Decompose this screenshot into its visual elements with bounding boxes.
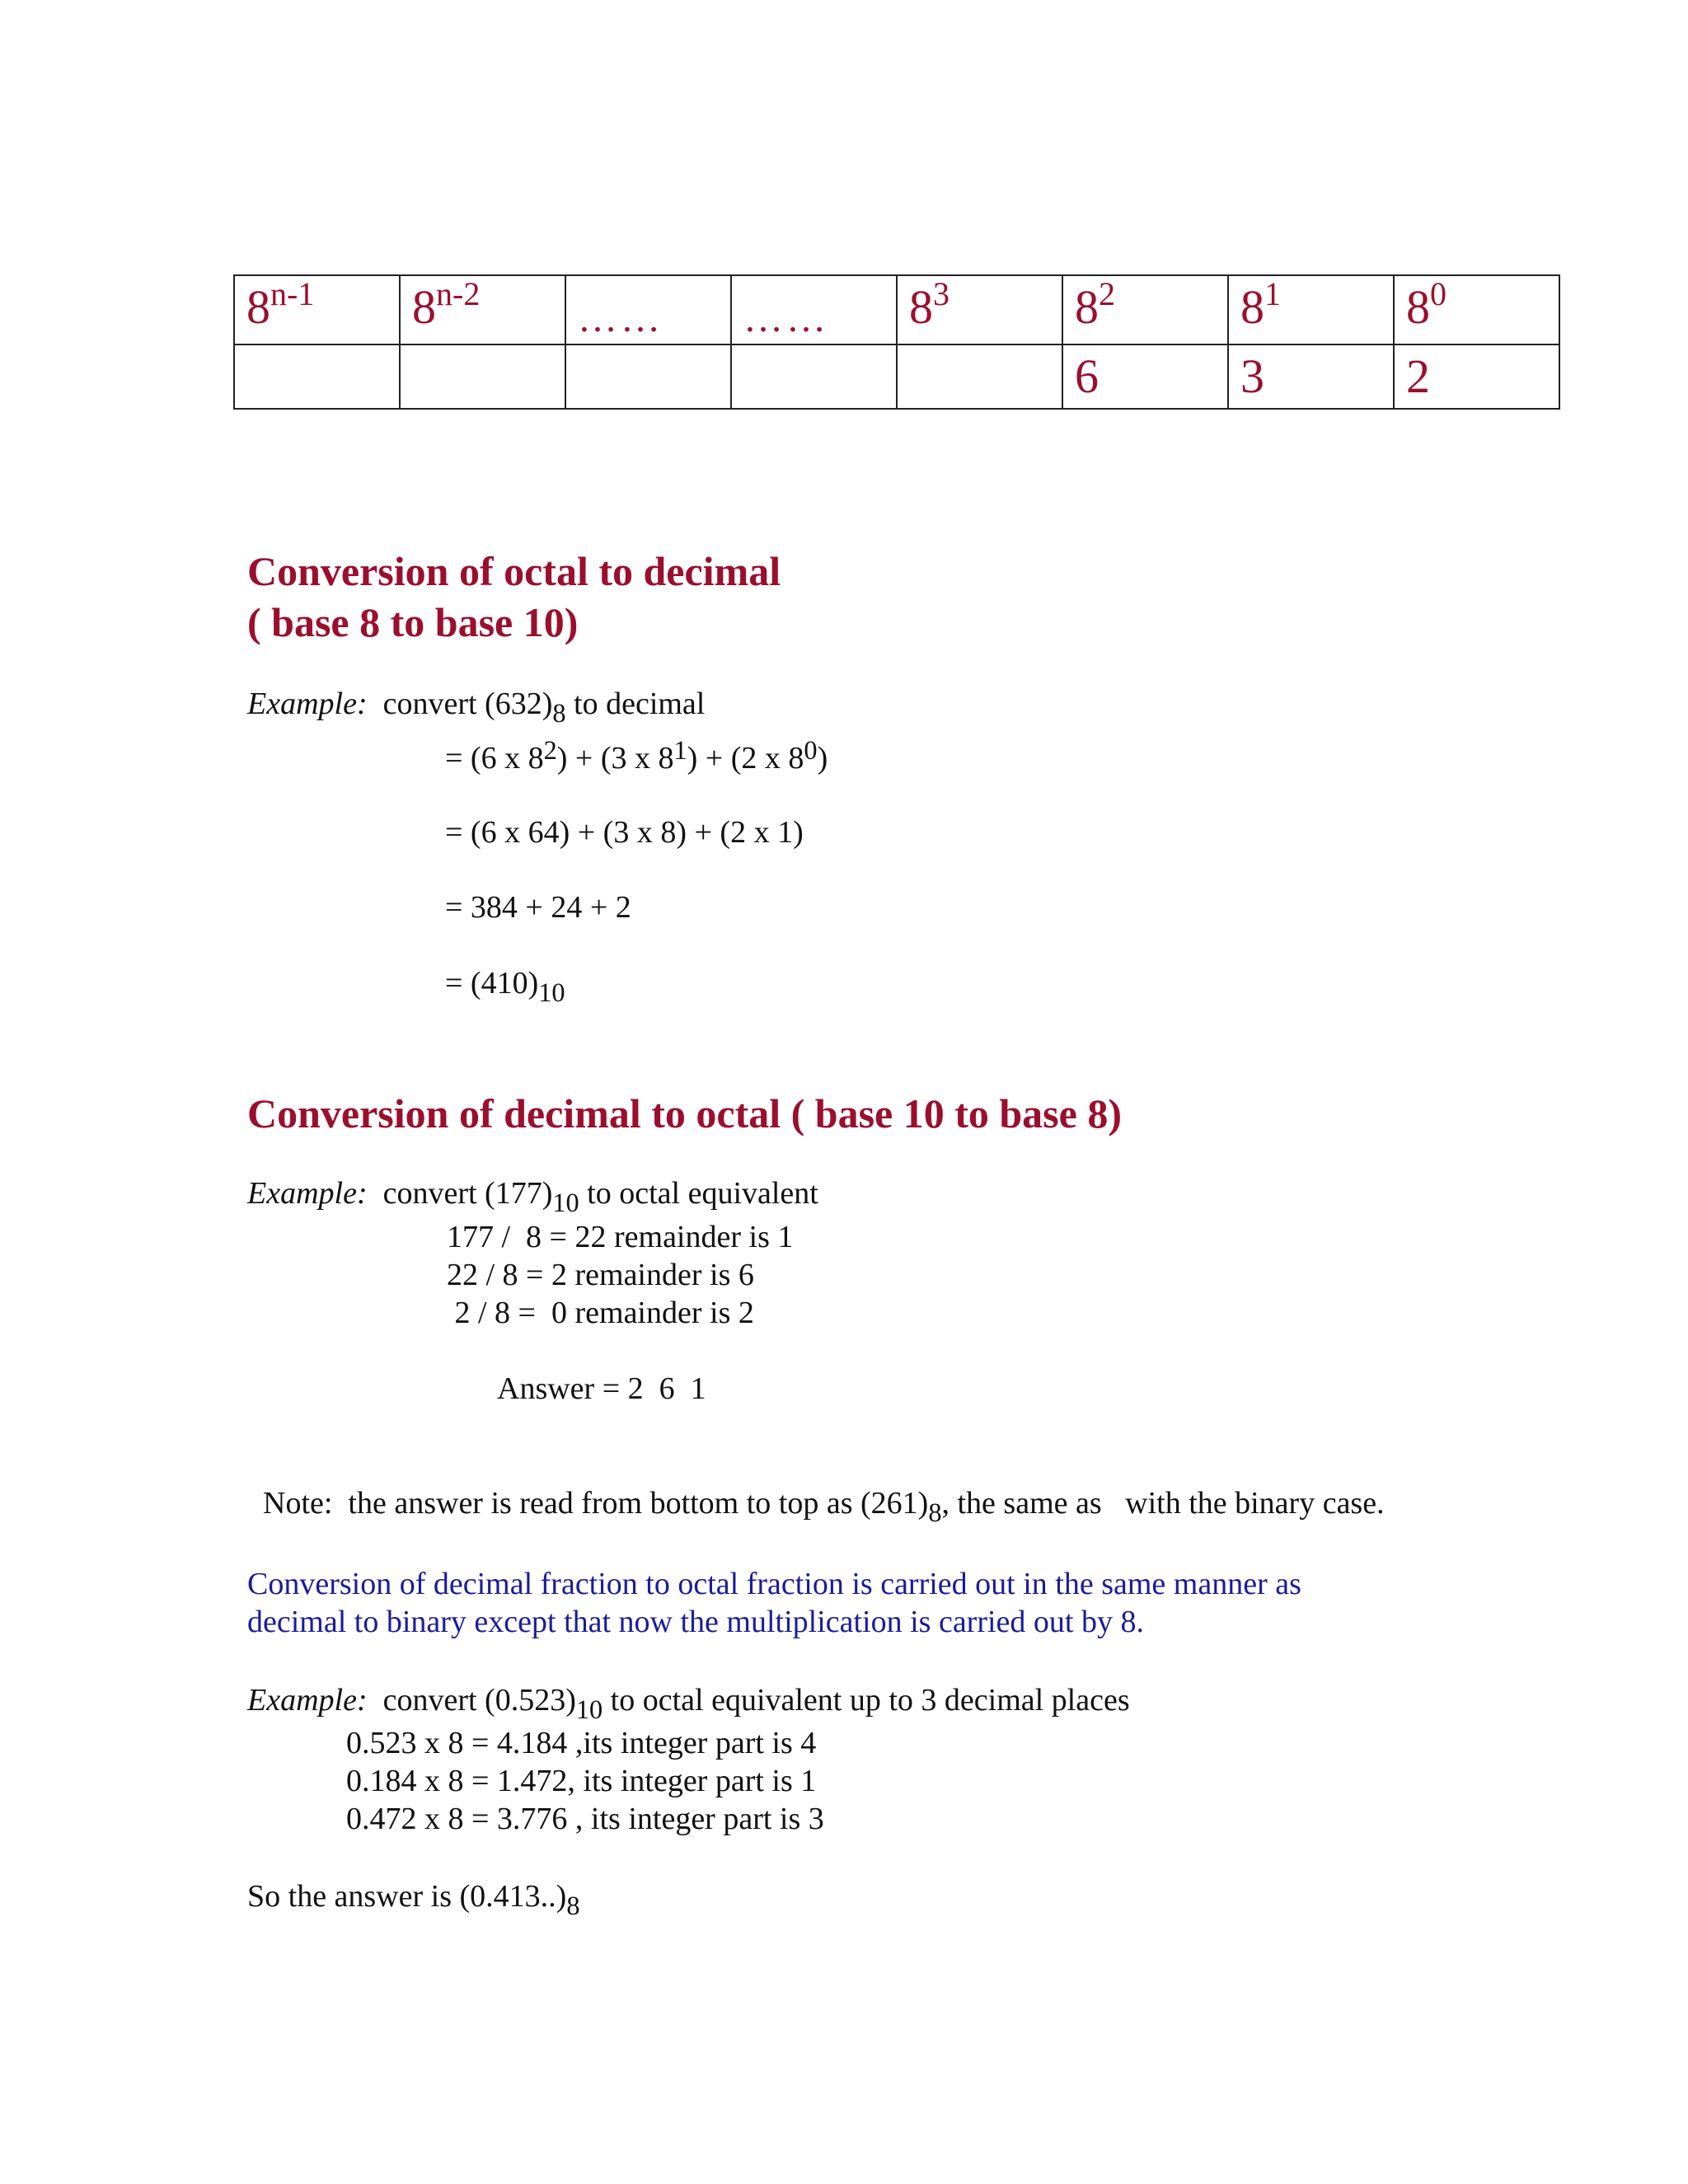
table-cell [897, 344, 1062, 409]
place-value-table [233, 274, 1560, 410]
answer-line: Answer = 2 6 1 [497, 1371, 706, 1406]
multiplication-step: 0.184 x 8 = 1.472, its integer part is 1 [346, 1764, 817, 1798]
example-label: Example: [247, 687, 368, 721]
table-cell: $8^2$ [1062, 275, 1228, 344]
multiplication-step: 0.472 x 8 = 3.776 , its integer part is 3 [346, 1802, 824, 1836]
table-cell: 3 [1228, 344, 1394, 409]
division-step: 177 / 8 = 22 remainder is 1 [447, 1220, 794, 1254]
example-fraction-to-octal [247, 1681, 1130, 1724]
example-text: convert (0.523) [382, 1683, 576, 1718]
example-decimal-to-octal [247, 1174, 818, 1217]
table-cell: 2 [1394, 344, 1559, 409]
table-cell [565, 344, 731, 409]
example-text: to decimal [565, 687, 706, 721]
section-heading-decimal-to-octal: Conversion of decimal to octal ( base 10 to base 8) [247, 1090, 1122, 1137]
calc-step-4: = $(410)_{10}$ [445, 966, 565, 1007]
table-cell: $8^3$ [897, 275, 1062, 344]
table-cell: …… [565, 275, 731, 344]
blue-explanation-line: Conversion of decimal fraction to octal fraction is carried out in the same manner as [247, 1567, 1301, 1601]
table-cell: $8^1$ [1228, 275, 1394, 344]
calc-step-1: = (6 x $8^2) + (3$ x $8^1) + (2$ x $8^0$) [445, 734, 828, 776]
blue-explanation-line: decimal to binary except that now the multiplication is carried out by 8. [247, 1605, 1144, 1639]
multiplication-step: 0.523 x 8 = 4.184 ,its integer part is 4 [346, 1726, 817, 1760]
subscript: 8 [552, 697, 566, 728]
table-cell [234, 344, 400, 409]
example-text: convert (632) [382, 687, 553, 721]
section-subheading-base8-to-base10: ( base 8 to base 10) [247, 599, 579, 645]
example-text: convert (177) [382, 1176, 553, 1211]
example-text: to octal equivalent [579, 1176, 818, 1211]
example-label: Example: [247, 1176, 368, 1211]
calc-step-3: = 384 + 24 + 2 [445, 890, 631, 925]
table-cell: 8$^{n-1}$ [234, 275, 400, 344]
table-cell: $8^0$ [1394, 275, 1559, 344]
example-label: Example: [247, 1683, 368, 1718]
result-line: So the answer is $(0.413..)_8$ [247, 1879, 580, 1920]
table-cell [400, 344, 565, 409]
table-cell: 6 [1062, 344, 1228, 409]
subscript: 10 [552, 1187, 579, 1217]
table-cell [731, 344, 897, 409]
division-step: 2 / 8 = 0 remainder is 2 [447, 1296, 754, 1330]
table-cell: …… [731, 275, 897, 344]
note-line: Note: the answer is read from bottom to top as $(261)_8$, the same as with the binary case. [263, 1486, 1385, 1527]
division-step: 22 / 8 = 2 remainder is 6 [447, 1258, 754, 1292]
calc-step-2: = (6 x 64) + (3 x 8) + (2 x 1) [445, 815, 804, 850]
powers-row [234, 275, 1559, 344]
digits-row [234, 344, 1559, 409]
example-octal-to-decimal [247, 685, 706, 728]
subscript: 10 [575, 1694, 603, 1724]
section-heading-octal-to-decimal: Conversion of octal to decimal [247, 548, 781, 594]
table-cell: 8$^{n-2}$ [400, 275, 565, 344]
example-text: to octal equivalent up to 3 decimal places [603, 1683, 1130, 1718]
